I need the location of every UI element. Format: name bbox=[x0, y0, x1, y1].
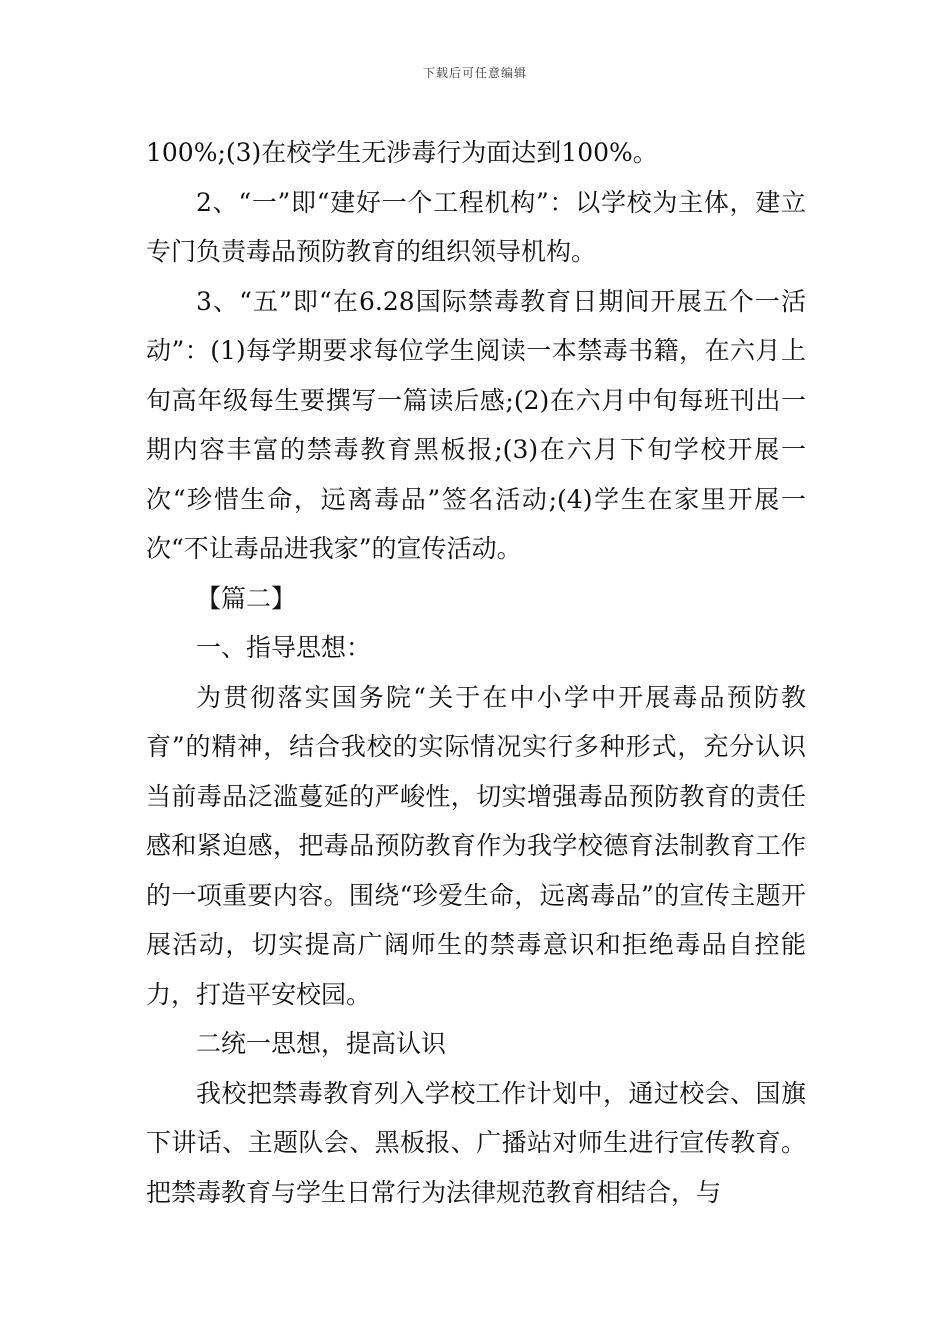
page-header: 下载后可任意编辑 bbox=[422, 66, 527, 80]
paragraph-guiding-ideology: 为贯彻落实国务院“关于在中小学中开展毒品预防教育”的精神，结合我校的实际情况实行多种形式，充分认识当前毒品泛滥蔓延的严峻性，切实增强毒品预防教育的责任感和紧迫感，把毒品预防教育作为我学校德育法制教育工作的一项重要内容。围绕“珍爱生命，远离毒品”的宣传主题开展活动，切实提高广阔师生的禁毒意识和拒绝毒品自控能力，打造平安校园。 bbox=[146, 682, 806, 1009]
subheading-unify-thinking: 二统一思想，提高认识 bbox=[196, 1029, 447, 1058]
paragraph-continuation: 100%;(3)在校学生无涉毒行为面达到100%。 bbox=[146, 138, 658, 167]
subheading-guiding-ideology: 一、指导思想： bbox=[196, 633, 372, 662]
section-heading-part-two: 【篇二】 bbox=[196, 583, 297, 613]
document-body bbox=[146, 128, 806, 1217]
paragraph-item-2: 2、“一”即“建好一个工程机构”：以学校为主体，建立专门负责毒品预防教育的组织领导机构。 bbox=[146, 187, 806, 266]
paragraph-school-plan: 我校把禁毒教育列入学校工作计划中，通过校会、国旗下讲话、主题队会、黑板报、广播站对师生进行宣传教育。把禁毒教育与学生日常行为法律规范教育相结合，与 bbox=[146, 1078, 806, 1207]
paragraph-item-3: 3、“五”即“在6.28国际禁毒教育日期间开展五个一活动”：(1)每学期要求每位学生阅读一本禁毒书籍，在六月上旬高年级每生要撰写一篇读后感;(2)在六月中旬每班刊出一期内容丰富的禁毒教育黑板报;(3)在六月下旬学校开展一次“珍惜生命，远离毒品”签名活动;(4)学生在家里开展一次“不让毒品进我家”的宣传活动。 bbox=[146, 286, 806, 563]
